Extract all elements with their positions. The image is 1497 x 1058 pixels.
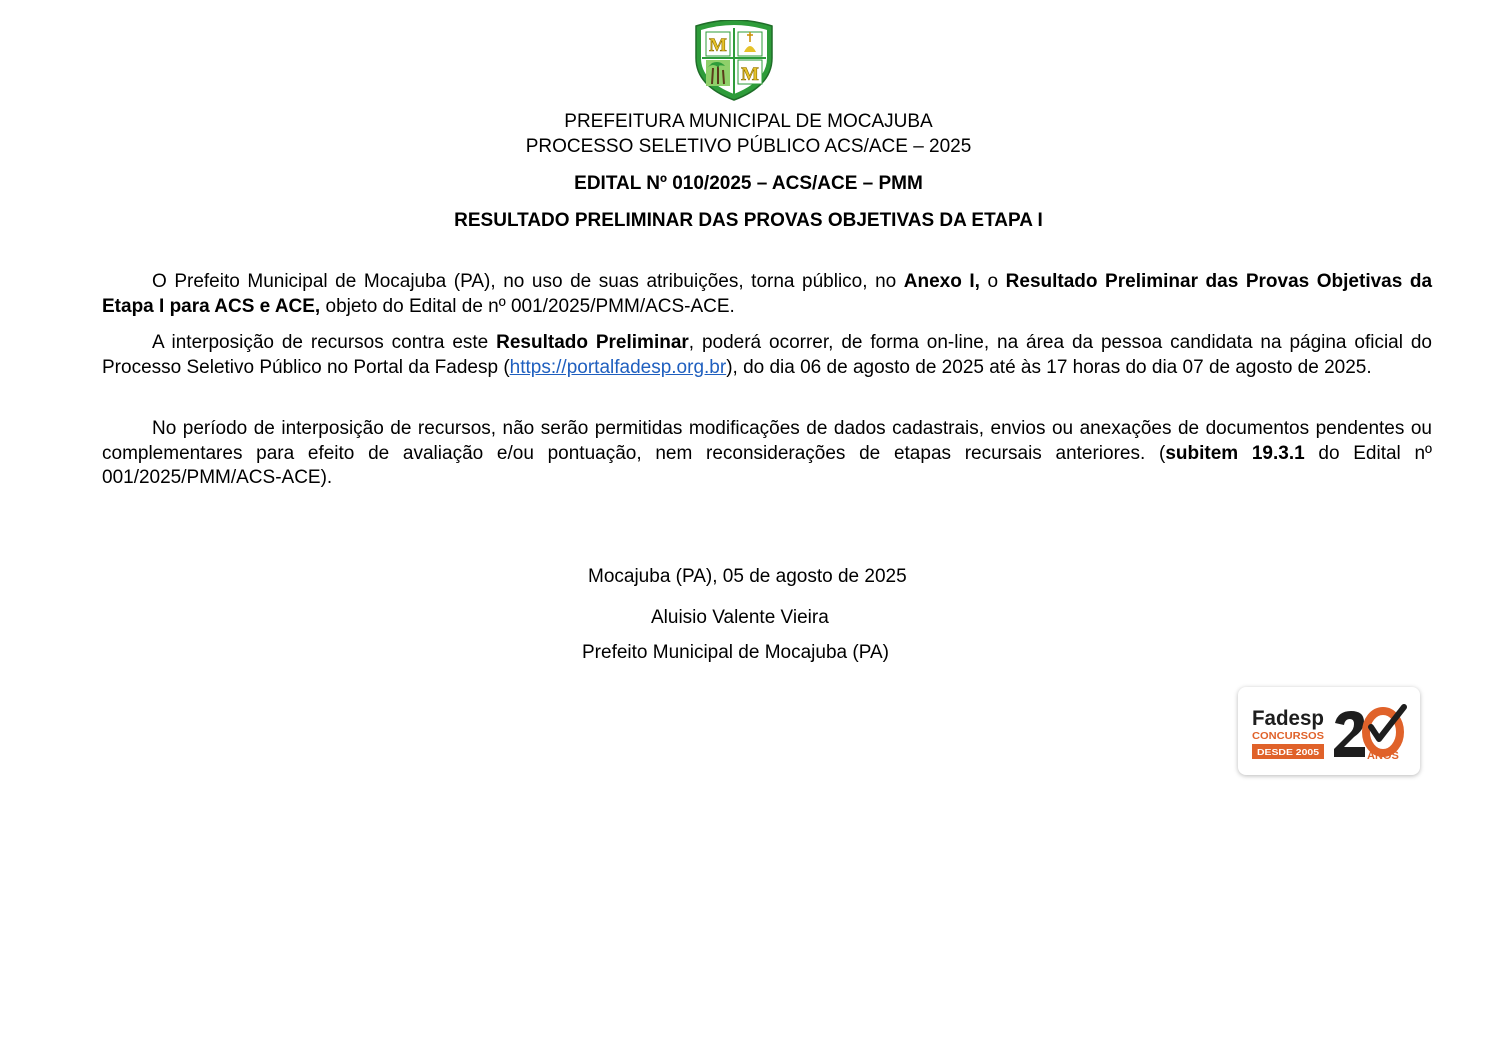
document-subject: RESULTADO PRELIMINAR DAS PROVAS OBJETIVAS DA ETAPA I: [454, 210, 1043, 231]
header-municipality: PREFEITURA MUNICIPAL DE MOCAJUBA: [564, 111, 933, 132]
signatory-role: Prefeito Municipal de Mocajuba (PA): [582, 642, 889, 663]
portal-fadesp-link[interactable]: https://portalfadesp.org.br: [509, 356, 727, 378]
fadesp-since-text: DESDE 2005: [1257, 748, 1320, 757]
crest-letter-m: M: [741, 64, 759, 85]
edital-number: EDITAL Nº 010/2025 – ACS/ACE – PMM: [574, 173, 923, 194]
fadesp-brand-text: Fadesp: [1252, 707, 1324, 730]
fadesp-anos-text: ANOS: [1367, 750, 1399, 762]
signatory-name: Aluisio Valente Vieira: [651, 607, 829, 628]
fadesp-logo: [1238, 687, 1420, 775]
paragraph-appeals: A interposição de recursos contra este Resultado Preliminar, poderá ocorrer, de forma on-line, na área da pessoa candidata na página oficial do Processo Seletivo Público no Portal da Fadesp (https://portalfadesp.org.br), do dia 06 de agosto de 2025 até às 17 horas do dia 07 de agosto de 2025.: [102, 332, 1432, 378]
place-and-date: Mocajuba (PA), 05 de agosto de 2025: [588, 566, 907, 587]
crest-letter-m: M: [709, 35, 727, 56]
paragraph-result-announcement: O Prefeito Municipal de Mocajuba (PA), no uso de suas atribuições, torna público, no Anexo I, o Resultado Preliminar das Provas Objetivas da Etapa I para ACS e ACE, objeto do Edital de nº 001/2025/PMM/ACS-ACE.: [102, 271, 1433, 317]
header-process: PROCESSO SELETIVO PÚBLICO ACS/ACE – 2025: [525, 136, 972, 157]
fadesp-sub-text: CONCURSOS: [1252, 731, 1325, 742]
mocajuba-crest-logo: [692, 20, 776, 102]
paragraph-restrictions: No período de interposição de recursos, não serão permitidas modificações de dados cadastrais, envios ou anexações de documentos pendentes ou complementares para efeito de avaliação e/ou pontuação, nem reconsiderações de etapas recursais anteriores. (subitem 19.3.1 do Edital nº 001/2025/PMM/ACS-ACE).: [102, 418, 1432, 488]
